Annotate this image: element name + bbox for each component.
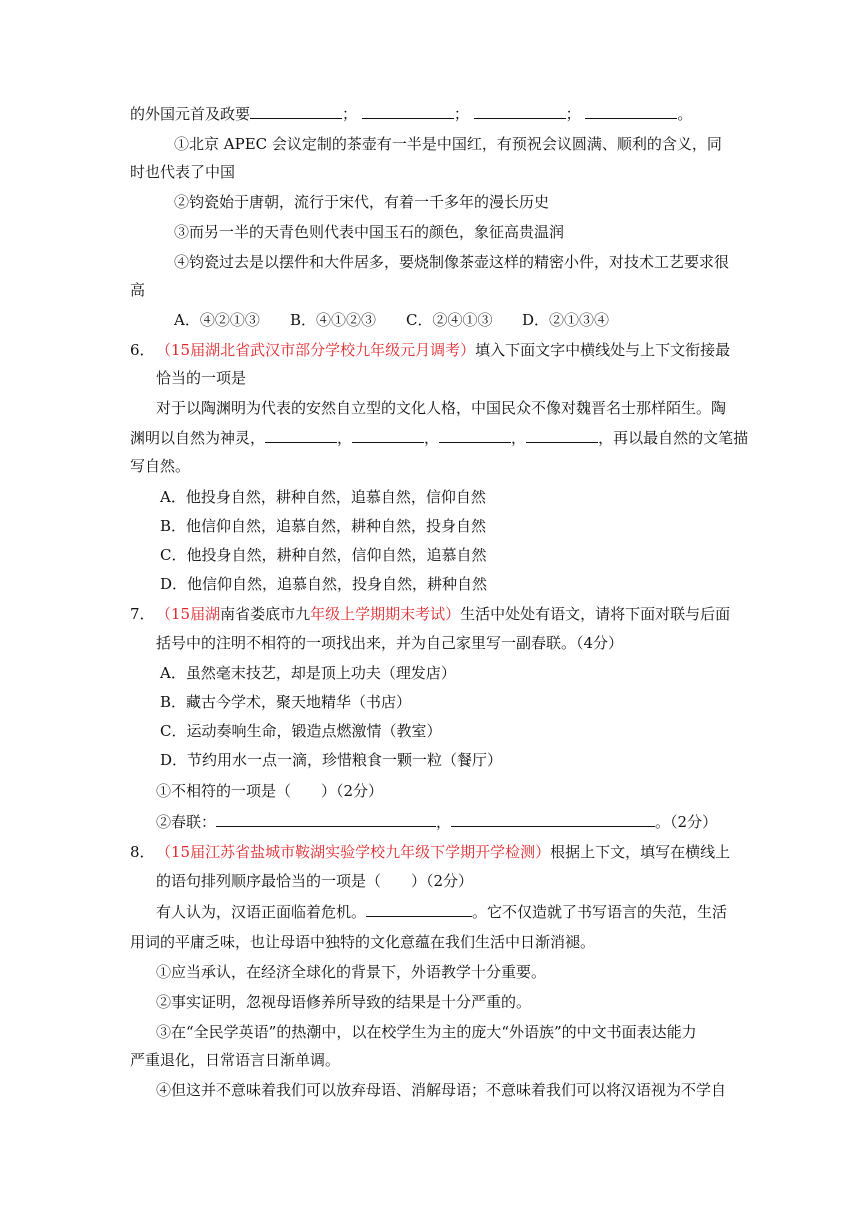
- q5-sentence-1: ①北京 APEC 会议定制的茶壶有一半是中国红，有预祝会议圆满、顺利的含义，同: [174, 135, 722, 153]
- q8-passage-1: 有人认为，汉语正面临着危机。 。它不仅造就了书写语言的失范，生活: [156, 903, 728, 921]
- q5-sentence-4: ④钧瓷过去是以摆件和大件居多，要烧制像茶壶这样的精密小件，对技术工艺要求很: [174, 253, 730, 271]
- q7-source-part-1: （15届湖: [156, 605, 221, 623]
- q6-stem-cont: 恰当的一项是: [156, 369, 247, 387]
- q8-sentence-4: ④但这并不意味着我们可以放弃母语、消解母语；不意味着我们可以将汉语视为不学自: [156, 1081, 727, 1099]
- q5-answer-line: 的外国元首及政要 ； ； ； 。: [130, 105, 693, 123]
- q6-number: 6．: [130, 341, 155, 359]
- q7-source-part-2: 南省娄底市九: [220, 605, 311, 623]
- q6-passage-2: 渊明以自然为神灵， ， ， ， ，再以最自然的文笔描: [130, 429, 749, 447]
- q7-source-part-3: 年级上学期期末考试）: [310, 605, 461, 623]
- q5-option-c[interactable]: C．②④①③: [406, 311, 493, 329]
- q6-blank-1[interactable]: [265, 428, 337, 443]
- q8-sentence-2: ②事实证明，忽视母语修养所导致的结果是十分严重的。: [156, 993, 532, 1011]
- q5-sentence-1-cont: 时也代表了中国: [130, 163, 236, 181]
- q6-stem: 6．（15届湖北省武汉市部分学校九年级元月调考）填入下面文字中横线处与上下文衔接最: [130, 341, 731, 359]
- q5-blank-2[interactable]: [362, 104, 454, 119]
- q6-source: （15届湖北省武汉市部分学校九年级元月调考）: [156, 341, 476, 359]
- q5-option-d[interactable]: D．②①③④: [522, 311, 610, 329]
- q5-blank-3[interactable]: [474, 104, 566, 119]
- q6-blank-4[interactable]: [526, 428, 598, 443]
- q5-sentence-4-cont: 高: [130, 281, 146, 299]
- q8-sentence-1: ①应当承认，在经济全球化的背景下，外语教学十分重要。: [156, 963, 547, 981]
- q7-option-d[interactable]: D．节约用水一点一滴，珍惜粮食一颗一粒（餐厅）: [160, 751, 503, 769]
- q8-stem: 8．（15届江苏省盐城市鞍湖实验学校九年级下学期开学检测）根据上下文，填写在横线上: [130, 843, 731, 861]
- q7-subquestion-2: ②春联： ， 。（2分）: [156, 813, 718, 831]
- q6-option-b[interactable]: B．他信仰自然，追慕自然，耕种自然，投身自然: [160, 517, 487, 535]
- q5-blank-4[interactable]: [585, 104, 677, 119]
- q7-number: 7．: [130, 605, 155, 623]
- q5-option-a[interactable]: A．④②①③: [174, 311, 260, 329]
- q7-option-c[interactable]: C．运动奏响生命，锻造点燃激情（教室）: [160, 722, 442, 740]
- q6-passage-1: 对于以陶渊明为代表的安然自立型的文化人格，中国民众不像对魏晋名士那样陌生。陶: [156, 399, 727, 417]
- q8-stem-cont: 的语句排列顺序最恰当的一项是（ ）（2分）: [156, 872, 474, 890]
- q6-option-d[interactable]: D．他信仰自然，追慕自然，投身自然，耕种自然: [160, 575, 488, 593]
- q7-option-b[interactable]: B．藏古今学术，聚天地精华（书店）: [160, 693, 412, 711]
- q7-option-a[interactable]: A．虽然毫末技艺，却是顶上功夫（理发店）: [160, 664, 456, 682]
- q6-blank-2[interactable]: [352, 428, 424, 443]
- q5-options: [174, 310, 609, 330]
- q5-sentence-3: ③而另一半的天青色则代表中国玉石的颜色，象征高贵温润: [174, 223, 565, 241]
- q7-stem: 7．（15届湖南省娄底市九年级上学期期末考试）生活中处处有语文，请将下面对联与后面: [130, 605, 731, 623]
- q5-option-b[interactable]: B．④①②③: [290, 311, 377, 329]
- q8-sentence-3: ③在“全民学英语”的热潮中，以在校学生为主的庞大“外语族”的中文书面表达能力: [156, 1023, 697, 1041]
- q5-blank-1[interactable]: [250, 104, 342, 119]
- q6-option-a[interactable]: A．他投身自然，耕种自然，追慕自然，信仰自然: [160, 488, 486, 506]
- q7-subquestion-1: ①不相符的一项是（ ）（2分）: [156, 782, 384, 800]
- q8-source: （15届江苏省盐城市鞍湖实验学校九年级下学期开学检测）: [156, 843, 551, 861]
- q6-blank-3[interactable]: [439, 428, 511, 443]
- q6-passage-3: 写自然。: [130, 457, 191, 475]
- q7-stem-cont: 括号中的注明不相符的一项找出来，并为自己家里写一副春联。（4分）: [156, 634, 624, 652]
- q8-passage-2: 用词的平庸乏味，也让母语中独特的文化意蕴在我们生活中日渐消褪。: [130, 933, 596, 951]
- q8-sentence-3-cont: 严重退化，日常语言日渐单调。: [130, 1051, 341, 1069]
- q7-couplet-blank-1[interactable]: [216, 812, 436, 827]
- q8-number: 8．: [130, 843, 155, 861]
- q5-sentence-2: ②钧瓷始于唐朝，流行于宋代，有着一千多年的漫长历史: [174, 193, 550, 211]
- q8-blank[interactable]: [366, 902, 472, 917]
- q7-couplet-blank-2[interactable]: [451, 812, 655, 827]
- q6-option-c[interactable]: C．他投身自然，耕种自然，信仰自然，追慕自然: [160, 546, 487, 564]
